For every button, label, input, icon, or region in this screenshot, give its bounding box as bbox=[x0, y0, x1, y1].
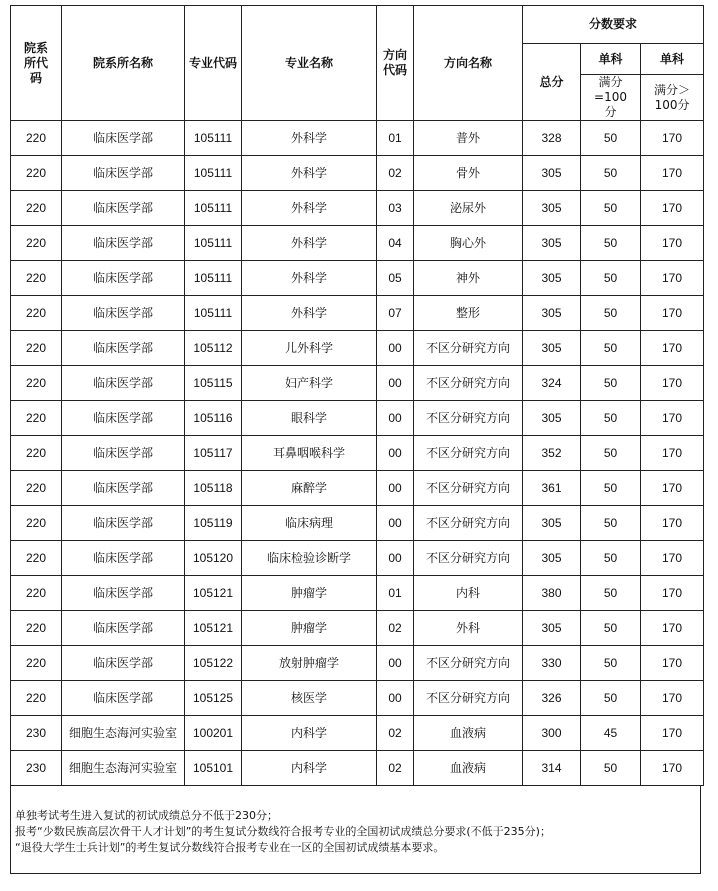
total-score-cell: 305 bbox=[523, 506, 581, 541]
dept-code-cell: 220 bbox=[11, 471, 62, 506]
single-gt100-cell: 170 bbox=[641, 471, 704, 506]
single-gt100-cell: 170 bbox=[641, 751, 704, 786]
single-gt100-cell: 170 bbox=[641, 261, 704, 296]
header-single-1: 单科 bbox=[581, 44, 641, 75]
single-100-cell: 50 bbox=[581, 611, 641, 646]
single-100-cell: 50 bbox=[581, 331, 641, 366]
major-name-cell: 妇产科学 bbox=[242, 366, 377, 401]
table-row bbox=[11, 681, 704, 716]
table-row bbox=[11, 366, 704, 401]
major-code-cell: 105116 bbox=[185, 401, 242, 436]
major-name-cell: 肿瘤学 bbox=[242, 576, 377, 611]
single-100-cell: 50 bbox=[581, 296, 641, 331]
dept-name-cell: 临床医学部 bbox=[62, 611, 185, 646]
dir-code-cell: 07 bbox=[377, 296, 414, 331]
major-name-cell: 麻醉学 bbox=[242, 471, 377, 506]
major-code-cell: 105111 bbox=[185, 121, 242, 156]
total-score-cell: 305 bbox=[523, 261, 581, 296]
dir-name-cell: 外科 bbox=[414, 611, 523, 646]
single-100-cell: 50 bbox=[581, 541, 641, 576]
dir-name-cell: 不区分研究方向 bbox=[414, 471, 523, 506]
dir-name-cell: 不区分研究方向 bbox=[414, 681, 523, 716]
single-100-cell: 50 bbox=[581, 366, 641, 401]
table-row bbox=[11, 471, 704, 506]
single-100-cell: 50 bbox=[581, 646, 641, 681]
major-name-cell: 外科学 bbox=[242, 261, 377, 296]
dir-name-cell: 骨外 bbox=[414, 156, 523, 191]
major-name-cell: 外科学 bbox=[242, 121, 377, 156]
dept-name-cell: 临床医学部 bbox=[62, 226, 185, 261]
dept-code-cell: 220 bbox=[11, 261, 62, 296]
header-dept-code: 院系所代码 bbox=[11, 6, 62, 121]
dir-code-cell: 02 bbox=[377, 156, 414, 191]
dept-name-cell: 临床医学部 bbox=[62, 401, 185, 436]
dept-code-cell: 230 bbox=[11, 716, 62, 751]
total-score-cell: 361 bbox=[523, 471, 581, 506]
dept-code-cell: 220 bbox=[11, 296, 62, 331]
dept-code-cell: 220 bbox=[11, 226, 62, 261]
major-name-cell: 外科学 bbox=[242, 226, 377, 261]
header-total: 总分 bbox=[523, 44, 581, 121]
table-row bbox=[11, 646, 704, 681]
major-name-cell: 儿外科学 bbox=[242, 331, 377, 366]
header-single-2: 单科 bbox=[641, 44, 704, 75]
single-gt100-cell: 170 bbox=[641, 681, 704, 716]
single-gt100-cell: 170 bbox=[641, 121, 704, 156]
dept-name-cell: 临床医学部 bbox=[62, 296, 185, 331]
total-score-cell: 305 bbox=[523, 331, 581, 366]
dir-name-cell: 不区分研究方向 bbox=[414, 366, 523, 401]
dept-code-cell: 220 bbox=[11, 191, 62, 226]
dir-code-cell: 00 bbox=[377, 366, 414, 401]
total-score-cell: 328 bbox=[523, 121, 581, 156]
major-name-cell: 外科学 bbox=[242, 191, 377, 226]
single-gt100-cell: 170 bbox=[641, 506, 704, 541]
total-score-cell: 305 bbox=[523, 541, 581, 576]
dept-code-cell: 220 bbox=[11, 331, 62, 366]
single-gt100-cell: 170 bbox=[641, 401, 704, 436]
dir-name-cell: 血液病 bbox=[414, 716, 523, 751]
single-100-cell: 50 bbox=[581, 261, 641, 296]
dir-name-cell: 神外 bbox=[414, 261, 523, 296]
dir-code-cell: 03 bbox=[377, 191, 414, 226]
dept-name-cell: 临床医学部 bbox=[62, 331, 185, 366]
major-name-cell: 内科学 bbox=[242, 716, 377, 751]
table-row bbox=[11, 751, 704, 786]
table-row bbox=[11, 716, 704, 751]
dept-name-cell: 临床医学部 bbox=[62, 261, 185, 296]
notes-box bbox=[10, 786, 701, 874]
table-row bbox=[11, 226, 704, 261]
major-name-cell: 外科学 bbox=[242, 156, 377, 191]
single-100-cell: 45 bbox=[581, 716, 641, 751]
single-100-cell: 50 bbox=[581, 576, 641, 611]
major-name-cell: 外科学 bbox=[242, 296, 377, 331]
dir-name-cell: 不区分研究方向 bbox=[414, 401, 523, 436]
score-table bbox=[10, 5, 704, 786]
table-row bbox=[11, 191, 704, 226]
single-100-cell: 50 bbox=[581, 121, 641, 156]
total-score-cell: 305 bbox=[523, 226, 581, 261]
dept-code-cell: 220 bbox=[11, 576, 62, 611]
major-code-cell: 105120 bbox=[185, 541, 242, 576]
major-name-cell: 临床检验诊断学 bbox=[242, 541, 377, 576]
header-major-code: 专业代码 bbox=[185, 6, 242, 121]
dept-code-cell: 220 bbox=[11, 366, 62, 401]
dept-name-cell: 临床医学部 bbox=[62, 121, 185, 156]
single-100-cell: 50 bbox=[581, 751, 641, 786]
dir-code-cell: 00 bbox=[377, 436, 414, 471]
dept-name-cell: 临床医学部 bbox=[62, 506, 185, 541]
dir-code-cell: 02 bbox=[377, 716, 414, 751]
major-name-cell: 核医学 bbox=[242, 681, 377, 716]
major-code-cell: 105112 bbox=[185, 331, 242, 366]
dept-code-cell: 220 bbox=[11, 541, 62, 576]
major-name-cell: 眼科学 bbox=[242, 401, 377, 436]
major-code-cell: 105125 bbox=[185, 681, 242, 716]
total-score-cell: 324 bbox=[523, 366, 581, 401]
major-code-cell: 105118 bbox=[185, 471, 242, 506]
table-row bbox=[11, 541, 704, 576]
dir-code-cell: 02 bbox=[377, 751, 414, 786]
header-dept-name: 院系所名称 bbox=[62, 6, 185, 121]
single-100-cell: 50 bbox=[581, 471, 641, 506]
dir-code-cell: 00 bbox=[377, 471, 414, 506]
total-score-cell: 305 bbox=[523, 296, 581, 331]
score-sheet bbox=[10, 5, 703, 874]
dir-code-cell: 01 bbox=[377, 576, 414, 611]
single-gt100-cell: 170 bbox=[641, 646, 704, 681]
dept-name-cell: 临床医学部 bbox=[62, 646, 185, 681]
table-row bbox=[11, 331, 704, 366]
single-gt100-cell: 170 bbox=[641, 191, 704, 226]
dir-code-cell: 00 bbox=[377, 331, 414, 366]
dept-code-cell: 220 bbox=[11, 401, 62, 436]
total-score-cell: 352 bbox=[523, 436, 581, 471]
total-score-cell: 300 bbox=[523, 716, 581, 751]
dir-name-cell: 不区分研究方向 bbox=[414, 436, 523, 471]
dept-name-cell: 临床医学部 bbox=[62, 541, 185, 576]
single-gt100-cell: 170 bbox=[641, 226, 704, 261]
table-row bbox=[11, 296, 704, 331]
single-100-cell: 50 bbox=[581, 681, 641, 716]
table-row bbox=[11, 156, 704, 191]
dir-name-cell: 内科 bbox=[414, 576, 523, 611]
dir-name-cell: 胸心外 bbox=[414, 226, 523, 261]
dir-code-cell: 05 bbox=[377, 261, 414, 296]
total-score-cell: 380 bbox=[523, 576, 581, 611]
total-score-cell: 326 bbox=[523, 681, 581, 716]
note-line: 报考“少数民族高层次骨干人才计划”的考生复试分数线符合报考专业的全国初试成绩总分要求(不低于235分)； bbox=[15, 825, 551, 838]
major-code-cell: 105111 bbox=[185, 226, 242, 261]
single-gt100-cell: 170 bbox=[641, 156, 704, 191]
dept-name-cell: 临床医学部 bbox=[62, 156, 185, 191]
major-code-cell: 105115 bbox=[185, 366, 242, 401]
total-score-cell: 305 bbox=[523, 401, 581, 436]
total-score-cell: 305 bbox=[523, 156, 581, 191]
single-gt100-cell: 170 bbox=[641, 296, 704, 331]
table-row bbox=[11, 261, 704, 296]
dir-code-cell: 00 bbox=[377, 506, 414, 541]
dept-code-cell: 220 bbox=[11, 156, 62, 191]
major-name-cell: 内科学 bbox=[242, 751, 377, 786]
single-100-cell: 50 bbox=[581, 226, 641, 261]
dir-name-cell: 泌尿外 bbox=[414, 191, 523, 226]
major-name-cell: 肿瘤学 bbox=[242, 611, 377, 646]
dept-code-cell: 230 bbox=[11, 751, 62, 786]
total-score-cell: 305 bbox=[523, 611, 581, 646]
dir-name-cell: 不区分研究方向 bbox=[414, 541, 523, 576]
total-score-cell: 330 bbox=[523, 646, 581, 681]
single-100-cell: 50 bbox=[581, 191, 641, 226]
single-gt100-cell: 170 bbox=[641, 436, 704, 471]
note-line: 单独考试考生进入复试的初试成绩总分不低于230分； bbox=[15, 809, 278, 822]
major-code-cell: 105101 bbox=[185, 751, 242, 786]
total-score-cell: 314 bbox=[523, 751, 581, 786]
single-gt100-cell: 170 bbox=[641, 576, 704, 611]
dept-code-cell: 220 bbox=[11, 436, 62, 471]
single-100-cell: 50 bbox=[581, 401, 641, 436]
major-code-cell: 105111 bbox=[185, 296, 242, 331]
table-row bbox=[11, 436, 704, 471]
dept-code-cell: 220 bbox=[11, 681, 62, 716]
dir-code-cell: 00 bbox=[377, 401, 414, 436]
table-row bbox=[11, 506, 704, 541]
dir-code-cell: 04 bbox=[377, 226, 414, 261]
major-code-cell: 105111 bbox=[185, 191, 242, 226]
major-name-cell: 临床病理 bbox=[242, 506, 377, 541]
dir-name-cell: 血液病 bbox=[414, 751, 523, 786]
dept-code-cell: 220 bbox=[11, 646, 62, 681]
total-score-cell: 305 bbox=[523, 191, 581, 226]
single-100-cell: 50 bbox=[581, 156, 641, 191]
dir-name-cell: 不区分研究方向 bbox=[414, 331, 523, 366]
dept-code-cell: 220 bbox=[11, 506, 62, 541]
dir-code-cell: 02 bbox=[377, 611, 414, 646]
single-gt100-cell: 170 bbox=[641, 541, 704, 576]
dept-code-cell: 220 bbox=[11, 611, 62, 646]
table-body bbox=[11, 121, 704, 786]
dir-name-cell: 整形 bbox=[414, 296, 523, 331]
single-100-cell: 50 bbox=[581, 436, 641, 471]
major-code-cell: 105119 bbox=[185, 506, 242, 541]
header-score-req: 分数要求 bbox=[523, 6, 704, 44]
dept-name-cell: 细胞生态海河实验室 bbox=[62, 751, 185, 786]
dept-name-cell: 临床医学部 bbox=[62, 576, 185, 611]
table-row bbox=[11, 611, 704, 646]
header-dir-code: 方向代码 bbox=[377, 6, 414, 121]
single-gt100-cell: 170 bbox=[641, 611, 704, 646]
major-name-cell: 耳鼻咽喉科学 bbox=[242, 436, 377, 471]
dept-name-cell: 临床医学部 bbox=[62, 681, 185, 716]
single-gt100-cell: 170 bbox=[641, 331, 704, 366]
major-name-cell: 放射肿瘤学 bbox=[242, 646, 377, 681]
table-row bbox=[11, 401, 704, 436]
dir-name-cell: 普外 bbox=[414, 121, 523, 156]
major-code-cell: 105121 bbox=[185, 576, 242, 611]
major-code-cell: 105122 bbox=[185, 646, 242, 681]
table-row bbox=[11, 121, 704, 156]
single-100-cell: 50 bbox=[581, 506, 641, 541]
major-code-cell: 105117 bbox=[185, 436, 242, 471]
major-code-cell: 105121 bbox=[185, 611, 242, 646]
header-full-100: 满分=100分 bbox=[581, 75, 641, 121]
dir-code-cell: 00 bbox=[377, 681, 414, 716]
dept-name-cell: 细胞生态海河实验室 bbox=[62, 716, 185, 751]
dir-name-cell: 不区分研究方向 bbox=[414, 506, 523, 541]
header-full-gt100: 满分＞100分 bbox=[641, 75, 704, 121]
single-gt100-cell: 170 bbox=[641, 366, 704, 401]
dir-code-cell: 01 bbox=[377, 121, 414, 156]
dept-name-cell: 临床医学部 bbox=[62, 436, 185, 471]
dir-code-cell: 00 bbox=[377, 646, 414, 681]
single-gt100-cell: 170 bbox=[641, 716, 704, 751]
header-major-name: 专业名称 bbox=[242, 6, 377, 121]
dept-name-cell: 临床医学部 bbox=[62, 366, 185, 401]
note-line: “退役大学生士兵计划”的考生复试分数线符合报考专业在一区的全国初试成绩基本要求。 bbox=[15, 841, 445, 854]
major-code-cell: 100201 bbox=[185, 716, 242, 751]
header-dir-name: 方向名称 bbox=[414, 6, 523, 121]
major-code-cell: 105111 bbox=[185, 261, 242, 296]
dir-name-cell: 不区分研究方向 bbox=[414, 646, 523, 681]
dept-name-cell: 临床医学部 bbox=[62, 471, 185, 506]
major-code-cell: 105111 bbox=[185, 156, 242, 191]
dir-code-cell: 00 bbox=[377, 541, 414, 576]
dept-code-cell: 220 bbox=[11, 121, 62, 156]
table-row bbox=[11, 576, 704, 611]
dept-name-cell: 临床医学部 bbox=[62, 191, 185, 226]
